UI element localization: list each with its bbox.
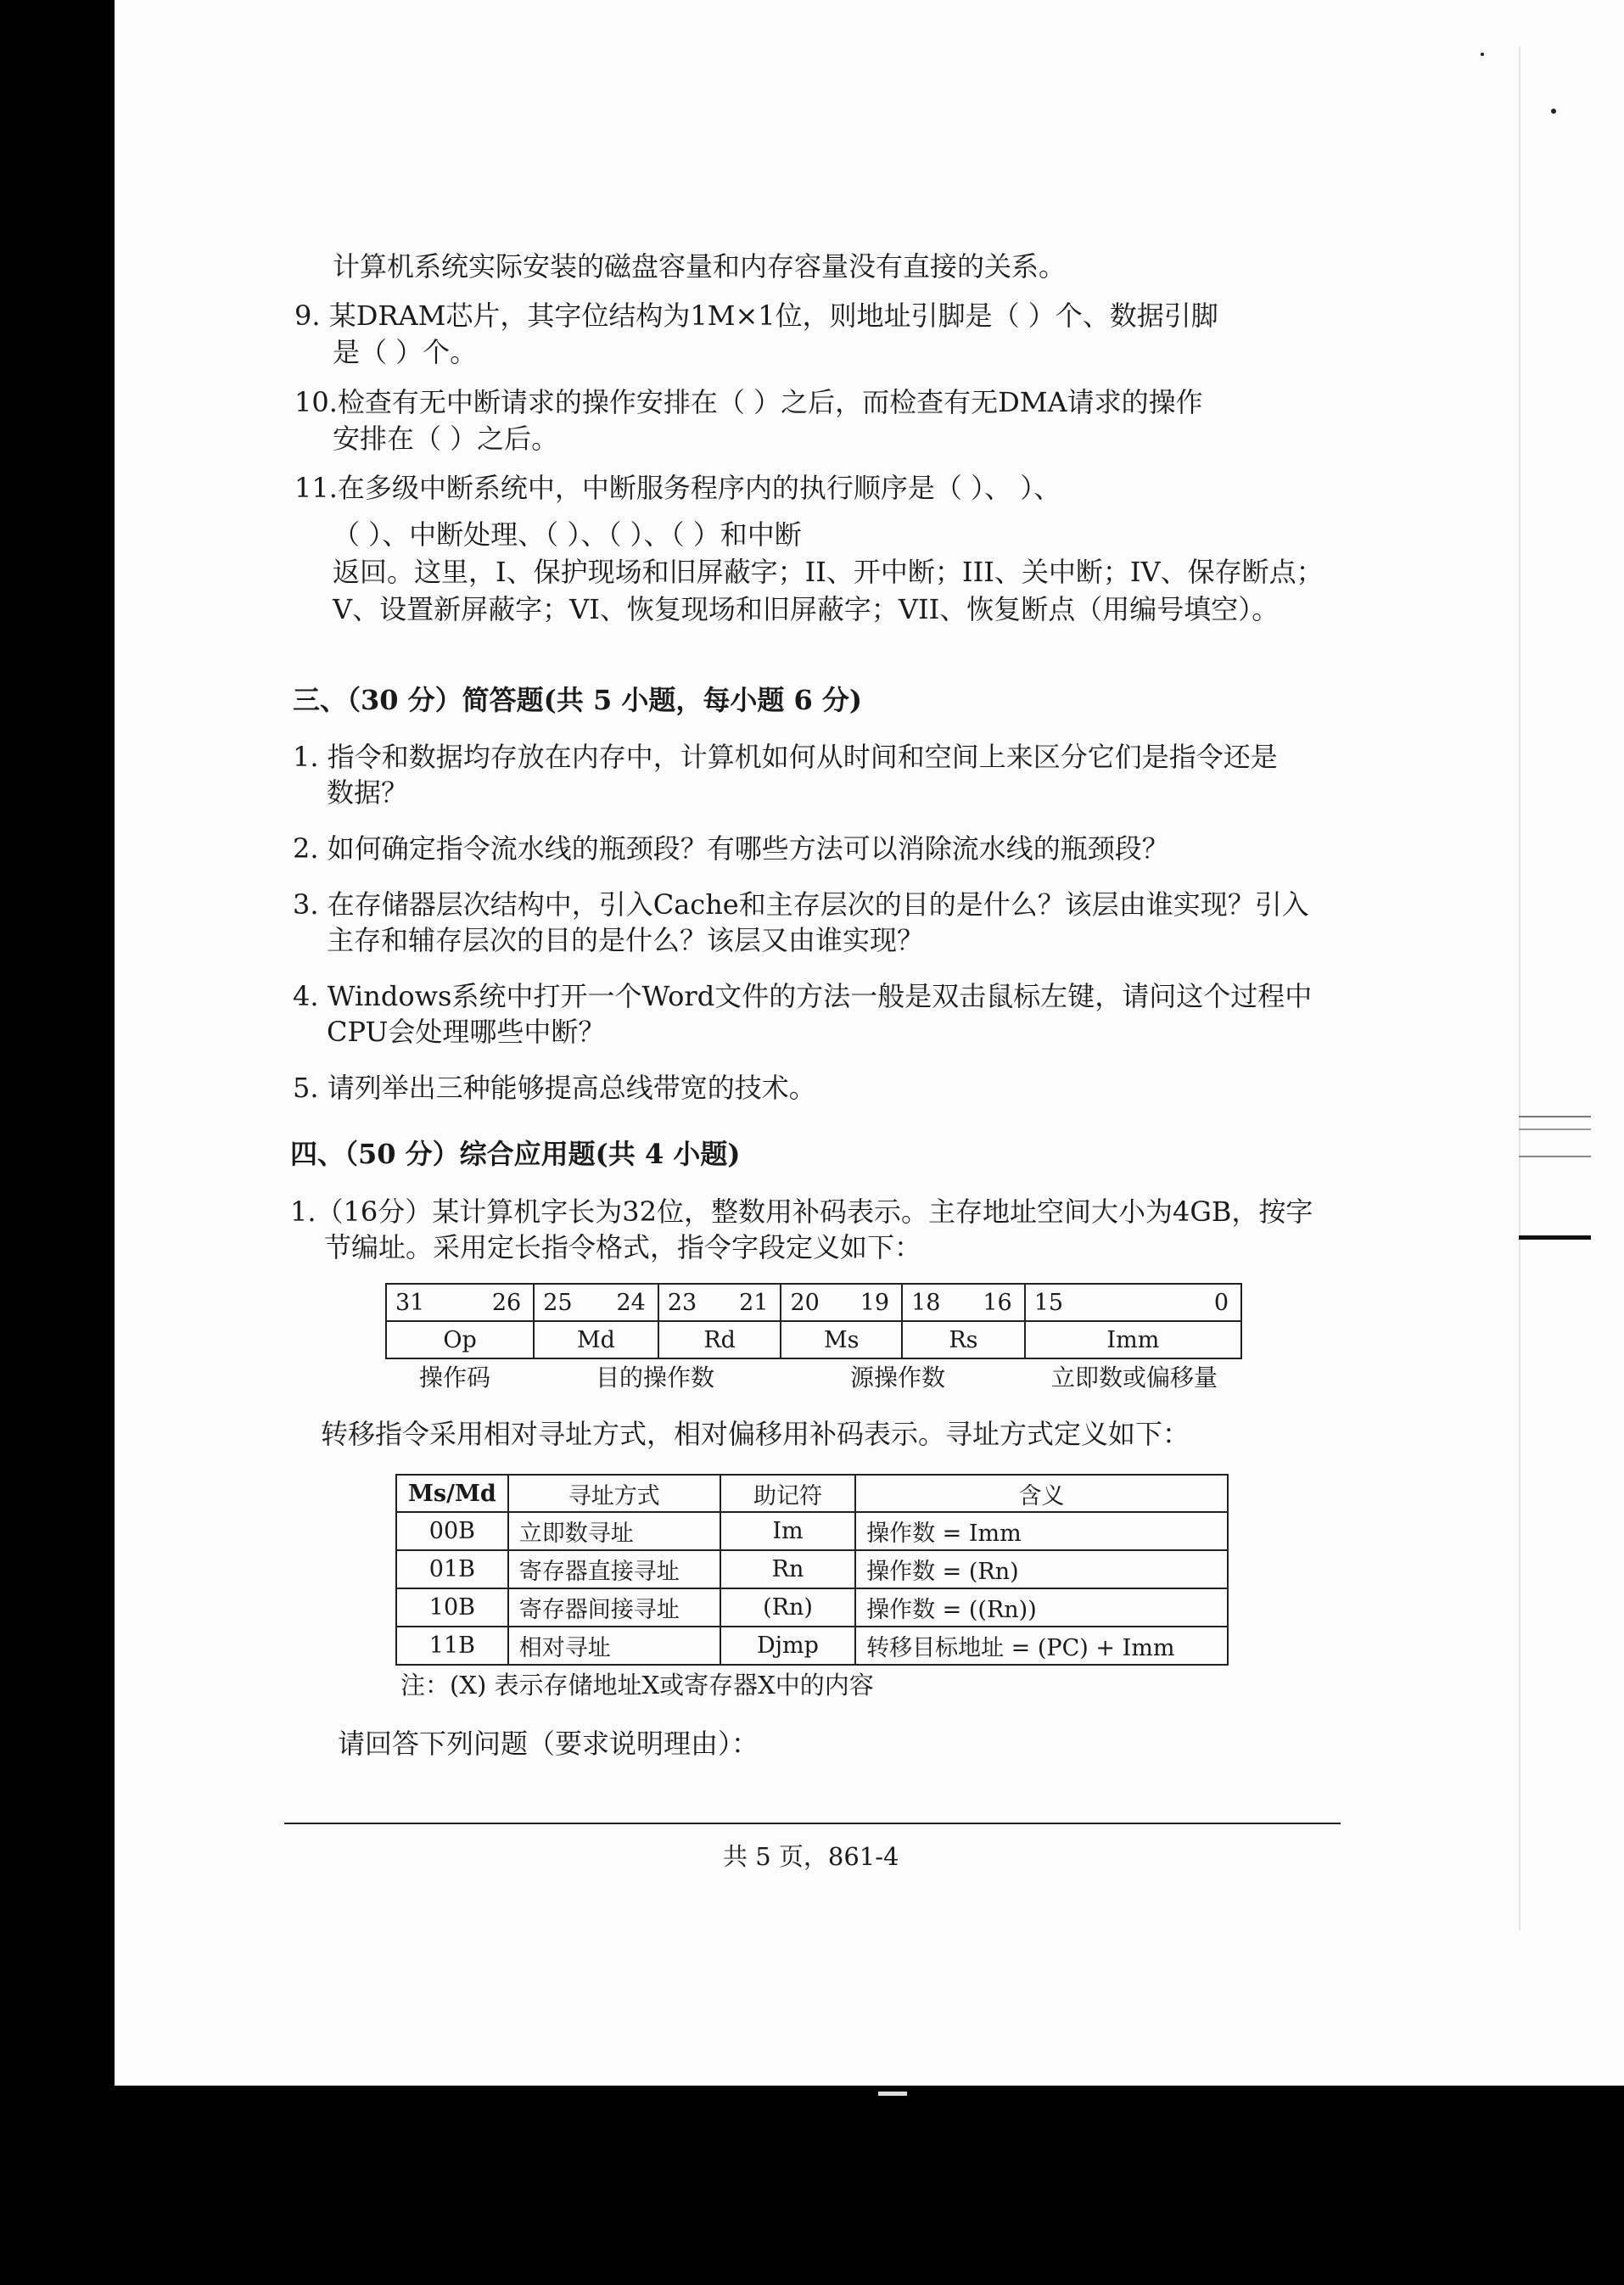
field-rd: Rd [658, 1321, 781, 1358]
table-cell: Rn [720, 1550, 855, 1588]
caption-src: 源操作数 [850, 1364, 946, 1392]
s3-q2: 2. 如何确定指令流水线的瓶颈段？有哪些方法可以消除流水线的瓶颈段？ [293, 832, 1169, 865]
header-cell: 含义 [855, 1475, 1228, 1512]
table-row [396, 1588, 1228, 1627]
table-cell: Djmp [720, 1627, 855, 1665]
bit-label: 18 [911, 1289, 941, 1316]
header-cell: 寻址方式 [508, 1475, 720, 1512]
scan-speck [878, 2092, 907, 2096]
q10-line-1: 10.检查有无中断请求的操作安排在（ ）之后，而检查有无DMA请求的操作 [294, 386, 1203, 418]
q11-line-4: V、设置新屏蔽字；VI、恢复现场和旧屏蔽字；VII、恢复断点（用编号填空）。 [333, 593, 1280, 625]
table-cell: 00B [396, 1512, 508, 1550]
bit-label: 19 [860, 1289, 890, 1316]
table-cell: 相对寻址 [508, 1627, 720, 1665]
edge-mark [1519, 1128, 1591, 1130]
fold-line [1519, 47, 1520, 1930]
s3-q4-line-1: 4. Windows系统中打开一个Word文件的方法一般是双击鼠标左键，请问这个过程中 [293, 980, 1313, 1012]
q11-line-3: 返回。这里，I、保护现场和旧屏蔽字；II、开中断；III、关中断；IV、保存断点； [333, 556, 1324, 588]
bit-label: 20 [790, 1289, 820, 1316]
s3-q4-line-2: CPU会处理哪些中断？ [327, 1016, 606, 1048]
bit-label: 23 [667, 1289, 697, 1316]
table-cell: 寄存器间接寻址 [508, 1588, 720, 1627]
caption-opcode: 操作码 [419, 1364, 491, 1392]
field-rs: Rs [902, 1321, 1025, 1358]
edge-mark [1519, 1156, 1591, 1157]
s3-q3-line-2: 主存和辅存层次的目的是什么？该层又由谁实现？ [327, 924, 925, 956]
table-cell: (Rn) [720, 1588, 855, 1627]
bit-label: 16 [983, 1289, 1012, 1316]
format-captions [385, 1359, 1242, 1390]
table-row [396, 1550, 1228, 1588]
page-footer: 共 5 页，861-4 [723, 1842, 899, 1871]
table-note: 注：(X) 表示存储地址X或寄存器X中的内容 [400, 1671, 874, 1700]
footer-rule [284, 1823, 1341, 1824]
field-imm: Imm [1025, 1321, 1241, 1358]
table-cell: 11B [396, 1627, 508, 1665]
table-cell: 寄存器直接寻址 [508, 1550, 720, 1588]
s3-q5: 5. 请列举出三种能够提高总线带宽的技术。 [293, 1072, 816, 1104]
field-md: Md [534, 1321, 658, 1358]
fields-row [386, 1321, 1241, 1358]
table-cell: 操作数 = (Rn) [855, 1550, 1228, 1588]
bit-label: 15 [1033, 1289, 1064, 1316]
s4-q1-line-1: 1.（16分）某计算机字长为32位，整数用补码表示。主存地址空间大小为4GB，按字 [290, 1196, 1313, 1228]
header-cell: Ms/Md [396, 1475, 508, 1512]
scan-speck [1551, 109, 1556, 114]
q11-line-2: （ ）、中断处理、（ ）、（ ）、（ ）和中断 [333, 518, 802, 551]
table-cell: 操作数 = ((Rn)) [855, 1588, 1228, 1627]
bit-label: 31 [395, 1289, 425, 1316]
table-row [396, 1512, 1228, 1550]
table-row [396, 1627, 1228, 1665]
bit-label: 0 [1213, 1289, 1229, 1316]
table-cell: Im [720, 1512, 855, 1550]
caption-imm: 立即数或偏移量 [1051, 1364, 1218, 1392]
scan-speck [1481, 53, 1484, 56]
field-ms: Ms [781, 1321, 902, 1358]
s3-q1-line-1: 1. 指令和数据均存放在内存中，计算机如何从时间和空间上来区分它们是指令还是 [293, 741, 1278, 773]
header-cell: 助记符 [720, 1475, 855, 1512]
table-cell: 10B [396, 1588, 508, 1627]
q11-line-1: 11.在多级中断系统中，中断服务程序内的执行顺序是（ ）、 ）、 [294, 472, 1061, 504]
table-cell: 立即数寻址 [508, 1512, 720, 1550]
table-cell: 操作数 = Imm [855, 1512, 1228, 1550]
s3-q3-line-1: 3. 在存储器层次结构中，引入Cache和主存层次的目的是什么？该层由谁实现？引入 [293, 888, 1309, 921]
caption-dest: 目的操作数 [596, 1364, 715, 1392]
bit-positions-row [386, 1284, 1241, 1321]
addressing-modes-table [395, 1474, 1229, 1666]
q10-line-2: 安排在（ ）之后。 [333, 423, 559, 455]
answer-prompt: 请回答下列问题（要求说明理由）： [338, 1728, 759, 1760]
q9-line-1: 9. 某DRAM芯片，其字位结构为1M×1位，则地址引脚是（ ）个、数据引脚 [294, 300, 1218, 332]
edge-mark [1519, 1116, 1591, 1117]
bit-label: 25 [543, 1289, 573, 1316]
section4-title: 四、（50 分）综合应用题(共 4 小题) [290, 1138, 741, 1170]
q9-line-2: 是（ ）个。 [333, 336, 478, 368]
bit-label: 26 [491, 1289, 522, 1316]
intro-line: 计算机系统实际安装的磁盘容量和内存容量没有直接的关系。 [333, 250, 1067, 283]
table-header-row [396, 1475, 1228, 1512]
edge-mark [1519, 1235, 1591, 1240]
transfer-line: 转移指令采用相对寻址方式，相对偏移用补码表示。寻址方式定义如下： [321, 1418, 1190, 1450]
section3-title: 三、（30 分）简答题(共 5 小题，每小题 6 分) [293, 684, 863, 716]
scan-border [0, 2086, 1624, 2285]
table-cell: 转移目标地址 = (PC) + Imm [855, 1627, 1228, 1665]
s4-q1-line-2: 节编址。采用定长指令格式，指令字段定义如下： [324, 1231, 922, 1263]
bit-label: 24 [616, 1289, 646, 1316]
s3-q1-line-2: 数据？ [327, 776, 409, 809]
instruction-format-table [385, 1283, 1242, 1359]
bit-label: 21 [739, 1289, 769, 1316]
field-op: Op [386, 1321, 534, 1358]
table-cell: 01B [396, 1550, 508, 1588]
